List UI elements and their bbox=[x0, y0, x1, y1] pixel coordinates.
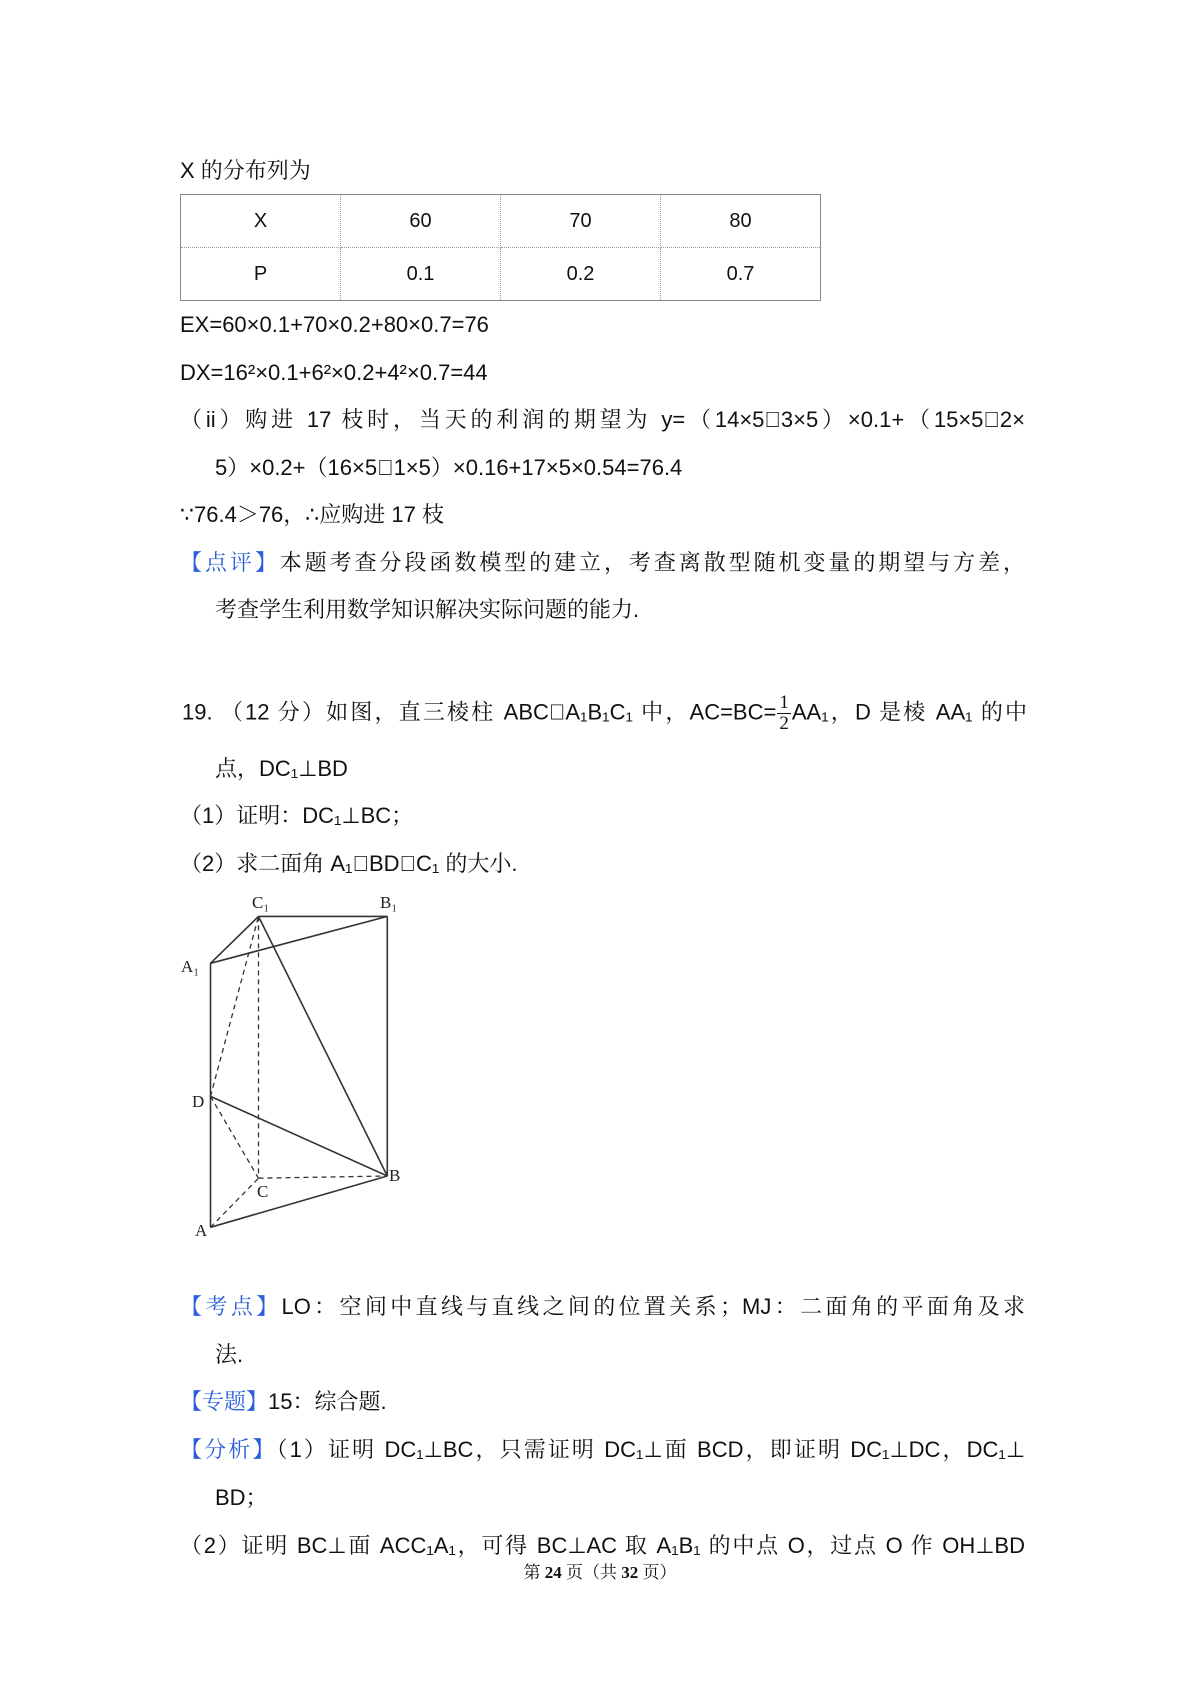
conclusion-line: ∵76.4＞76，∴应购进 17 枝 bbox=[180, 502, 444, 527]
edge-a1-b1 bbox=[211, 916, 388, 963]
vertex-label-c1: C₁ bbox=[252, 893, 270, 912]
table-header-cell: P bbox=[181, 248, 341, 301]
table-row bbox=[181, 195, 821, 248]
kaodian-line-1 bbox=[180, 1292, 1025, 1322]
kaodian-text: LO：空间中直线与直线之间的位置关系；MJ：二面角的平面角及求 bbox=[281, 1294, 1025, 1319]
variance-line: DX=16²×0.1+6²×0.2+4²×0.7=44 bbox=[180, 360, 488, 385]
question-stem-line-1 bbox=[182, 692, 1027, 734]
question-stem-start: 19. （12 分）如图，直三棱柱 ABC A₁B₁C₁ 中，AC=BC= bbox=[182, 699, 777, 725]
fenxi-text: （1）证明 DC₁⊥BC，只需证明 DC₁⊥面 BCD，即证明 DC₁⊥DC，DC₁⊥ bbox=[276, 1437, 1025, 1462]
prism-figure bbox=[170, 890, 410, 1242]
fenxi-line-3: （2）证明 BC⊥面 ACC₁A₁，可得 BC⊥AC 取 A₁B₁ 的中点 O，过点 O 作 OH⊥BD bbox=[180, 1533, 1025, 1558]
table-cell: 0.1 bbox=[341, 248, 501, 301]
fraction-denominator: 2 bbox=[779, 713, 789, 734]
zhuanti-line bbox=[180, 1387, 387, 1417]
edge-c-b-hidden bbox=[259, 1176, 388, 1178]
vertex-label-a1: A₁ bbox=[181, 957, 200, 976]
comment-text: 本题考查分段函数模型的建立，考查离散型随机变量的期望与方差， bbox=[279, 550, 1025, 575]
vertex-label-b: B bbox=[389, 1166, 401, 1185]
vertex-label-b1: B₁ bbox=[380, 893, 398, 912]
fraction-numerator: 1 bbox=[779, 692, 789, 713]
comment-line-1 bbox=[180, 548, 1025, 578]
edge-d-c-hidden bbox=[211, 1096, 259, 1178]
fenxi-label: 【分析】 bbox=[180, 1437, 277, 1462]
fraction-one-half bbox=[777, 694, 791, 733]
distribution-title: X 的分布列为 bbox=[180, 158, 311, 183]
part2-line-2: 5）×0.2+（16×5 1×5）×0.16+17×5×0.54=76.4 bbox=[215, 455, 683, 480]
edge-a-b bbox=[211, 1176, 388, 1227]
comment-label: 【点评】 bbox=[180, 550, 280, 575]
table-cell: 60 bbox=[341, 195, 501, 248]
edge-d-c1-hidden bbox=[211, 916, 259, 1096]
table-cell: 0.7 bbox=[661, 248, 821, 301]
comment-line-2: 考查学生利用数学知识解决实际问题的能力. bbox=[215, 597, 640, 622]
kaodian-line-2: 法. bbox=[215, 1342, 244, 1367]
edge-d-b bbox=[211, 1096, 388, 1176]
table-cell: 80 bbox=[661, 195, 821, 248]
footer-middle: 页（共 bbox=[561, 1563, 622, 1582]
question-stem-end: AA₁，D 是棱 AA₁ 的中 bbox=[791, 699, 1027, 725]
distribution-table bbox=[180, 194, 821, 301]
expectation-line: EX=60×0.1+70×0.2+80×0.7=76 bbox=[180, 312, 489, 337]
part2-line-1: （ii）购进 17 枝时，当天的利润的期望为 y=（14×5 3×5）×0.1+（15×5 2× bbox=[180, 407, 1025, 432]
fenxi-line-2: BD； bbox=[215, 1485, 268, 1510]
page-number-footer bbox=[0, 1561, 1200, 1585]
edge-c1-b bbox=[259, 916, 388, 1176]
table-cell: 0.2 bbox=[501, 248, 661, 301]
question-part-2: （2）求二面角 A₁ BD C₁ 的大小. bbox=[180, 851, 518, 876]
footer-prefix: 第 bbox=[523, 1563, 545, 1582]
question-stem-line-2: 点，DC₁⊥BD bbox=[215, 756, 348, 781]
vertex-label-d: D bbox=[192, 1092, 205, 1111]
table-cell: 70 bbox=[501, 195, 661, 248]
zhuanti-label: 【专题】 bbox=[180, 1389, 269, 1414]
footer-suffix: 页） bbox=[638, 1563, 677, 1582]
current-page-number: 24 bbox=[544, 1563, 562, 1582]
vertex-label-a: A bbox=[195, 1221, 208, 1240]
fenxi-line-1 bbox=[180, 1435, 1025, 1465]
table-header-cell: X bbox=[181, 195, 341, 248]
total-page-number: 32 bbox=[621, 1563, 639, 1582]
table-row bbox=[181, 248, 821, 301]
vertex-label-c: C bbox=[257, 1182, 269, 1201]
kaodian-label: 【考点】 bbox=[180, 1294, 282, 1319]
question-part-1: （1）证明：DC₁⊥BC； bbox=[180, 803, 414, 828]
zhuanti-text: 15：综合题. bbox=[268, 1389, 387, 1414]
